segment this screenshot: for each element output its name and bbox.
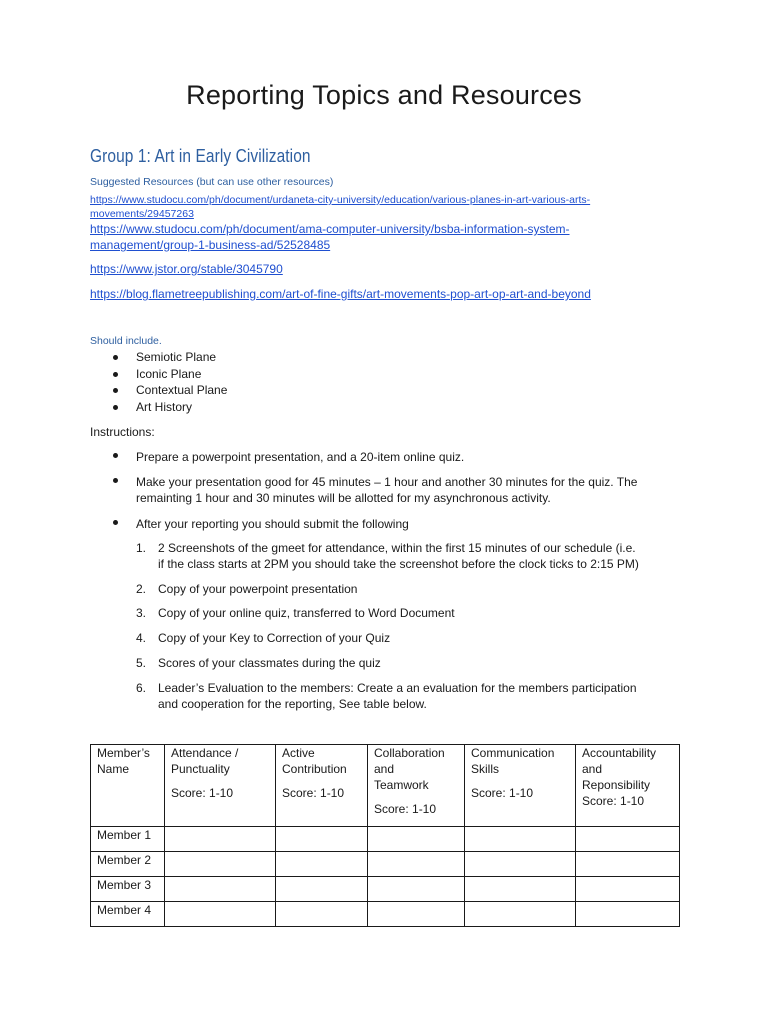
- resource-link-4[interactable]: [90, 286, 591, 302]
- table-row: [91, 852, 680, 877]
- header-line: Attendance /: [171, 746, 239, 760]
- table-header-cell: [576, 745, 680, 827]
- instruction-line: Make your presentation good for 45 minutes – 1 hour and another 30 minutes for the quiz. The: [136, 475, 638, 489]
- score-cell[interactable]: [276, 827, 368, 852]
- page-title: Reporting Topics and Resources: [186, 80, 582, 110]
- numbered-item-4: [158, 630, 390, 646]
- list-item: Contextual Plane: [90, 382, 227, 399]
- score-cell[interactable]: [465, 852, 576, 877]
- header-line: Active: [282, 746, 315, 760]
- header-line: Punctuality: [171, 762, 230, 776]
- score-cell[interactable]: [368, 902, 465, 927]
- score-cell[interactable]: [165, 852, 276, 877]
- resource-link-1-line-2: movements/29457263: [90, 208, 194, 220]
- score-cell[interactable]: [576, 902, 680, 927]
- header-line: Contribution: [282, 762, 347, 776]
- numbered-line: Copy of your powerpoint presentation: [158, 582, 358, 596]
- score-range: Score: 1-10: [582, 794, 645, 808]
- numbered-item-6: [158, 680, 637, 712]
- score-range: Score: 1-10: [282, 786, 345, 800]
- table-row: [91, 827, 680, 852]
- numbered-line: 2 Screenshots of the gmeet for attendance, within the first 15 minutes of our schedule (i.e.: [158, 541, 636, 555]
- resource-link-2-line-2: management/group-1-business-ad/52528485: [90, 238, 331, 252]
- member-name-cell: Member 4: [91, 902, 165, 927]
- numbered-line: Scores of your classmates during the quiz: [158, 656, 381, 670]
- header-line: and: [582, 762, 603, 776]
- instructions-label: Instructions:: [90, 425, 155, 439]
- score-cell[interactable]: [165, 902, 276, 927]
- resource-link-4-line-1: https://blog.flametreepublishing.com/art-of-fine-gifts/art-movements-pop-art-op-art-and-beyond: [90, 287, 591, 301]
- header-line: Member’s: [97, 746, 150, 760]
- numbered-item-3: [158, 605, 455, 621]
- bullet-icon: [113, 478, 118, 483]
- table-row: [91, 877, 680, 902]
- bullet-icon: [113, 453, 118, 458]
- score-cell[interactable]: [368, 877, 465, 902]
- numbered-item-2: [158, 581, 357, 597]
- list-number: 5.: [136, 656, 147, 670]
- table-header-cell: [368, 745, 465, 827]
- score-cell[interactable]: [368, 827, 465, 852]
- list-item: Semiotic Plane: [90, 349, 227, 366]
- member-name-cell: Member 1: [91, 827, 165, 852]
- instruction-line: remainting 1 hour and 30 minutes will be allotted for my asynchronous activity.: [136, 491, 551, 505]
- score-range: Score: 1-10: [374, 802, 437, 816]
- header-line: Accountability: [582, 746, 657, 760]
- evaluation-table: [90, 744, 680, 927]
- score-cell[interactable]: [165, 877, 276, 902]
- member-name-cell: Member 2: [91, 852, 165, 877]
- header-line: Communication: [471, 746, 555, 760]
- header-line: Skills: [471, 762, 500, 776]
- score-cell[interactable]: [576, 827, 680, 852]
- score-cell[interactable]: [276, 902, 368, 927]
- list-number: 4.: [136, 631, 147, 645]
- bullet-icon: [113, 520, 118, 525]
- score-cell[interactable]: [465, 902, 576, 927]
- numbered-item-1: [158, 540, 639, 572]
- table-header-cell: [276, 745, 368, 827]
- suggested-resources-label: Suggested Resources (but can use other resources): [90, 176, 334, 188]
- score-cell[interactable]: [165, 827, 276, 852]
- score-range: Score: 1-10: [471, 786, 534, 800]
- list-item: Iconic Plane: [90, 366, 227, 383]
- header-line: Reponsibility: [582, 778, 651, 792]
- score-cell[interactable]: [276, 877, 368, 902]
- list-number: 3.: [136, 606, 147, 620]
- header-line: and: [374, 762, 395, 776]
- numbered-line: if the class starts at 2PM you should take the screenshot before the clock ticks to 2:15 PM): [158, 557, 639, 571]
- resource-link-2-line-1: https://www.studocu.com/ph/document/ama-computer-university/bsba-information-system-: [90, 222, 570, 236]
- header-line: Name: [97, 762, 130, 776]
- score-cell[interactable]: [276, 852, 368, 877]
- numbered-line: Copy of your online quiz, transferred to Word Document: [158, 606, 455, 620]
- list-number: 1.: [136, 541, 147, 555]
- resource-link-2[interactable]: [90, 221, 570, 253]
- score-cell[interactable]: [576, 852, 680, 877]
- list-item: Art History: [90, 399, 227, 416]
- table-row: [91, 902, 680, 927]
- instruction-item-3: [136, 516, 409, 532]
- table-header-row: [91, 745, 680, 827]
- table-header-cell: [91, 745, 165, 827]
- numbered-line: and cooperation for the reporting, See table below.: [158, 697, 427, 711]
- resource-link-3[interactable]: [90, 261, 283, 277]
- list-number: 6.: [136, 681, 147, 695]
- score-range: Score: 1-10: [171, 786, 234, 800]
- score-cell[interactable]: [465, 877, 576, 902]
- table-header-cell: [465, 745, 576, 827]
- header-line: Collaboration: [374, 746, 445, 760]
- should-include-list: [90, 349, 227, 415]
- group-heading: Group 1: Art in Early Civilization: [90, 146, 311, 166]
- numbered-item-5: [158, 655, 381, 671]
- score-cell[interactable]: [465, 827, 576, 852]
- list-number: 2.: [136, 582, 147, 596]
- instruction-line: After your reporting you should submit the following: [136, 517, 409, 531]
- numbered-line: Copy of your Key to Correction of your Quiz: [158, 631, 391, 645]
- score-cell[interactable]: [368, 852, 465, 877]
- resource-link-1-line-1: https://www.studocu.com/ph/document/urdaneta-city-university/education/various-planes-in-art-various-arts-: [90, 194, 591, 206]
- instruction-item-1: [136, 449, 464, 465]
- score-cell[interactable]: [576, 877, 680, 902]
- table-header-cell: [165, 745, 276, 827]
- instruction-line: Prepare a powerpoint presentation, and a 20-item online quiz.: [136, 450, 465, 464]
- member-name-cell: Member 3: [91, 877, 165, 902]
- resource-link-1[interactable]: [90, 193, 590, 221]
- should-include-label: Should include.: [90, 335, 162, 347]
- header-line: Teamwork: [374, 778, 429, 792]
- instruction-item-2: [136, 474, 637, 506]
- resource-link-3-line-1: https://www.jstor.org/stable/3045790: [90, 262, 283, 276]
- numbered-line: Leader’s Evaluation to the members: Create a an evaluation for the members participation: [158, 681, 637, 695]
